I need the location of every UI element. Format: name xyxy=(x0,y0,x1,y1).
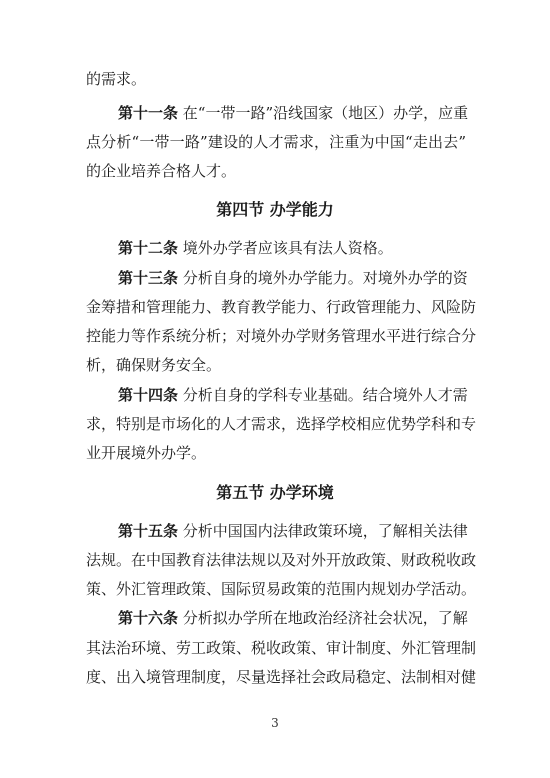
text-line: 业开展境外办学。 xyxy=(86,444,207,462)
article-number: 第十六条 xyxy=(118,609,179,627)
article-12-line: 第十二条 境外办学者应该具有法人资格。 xyxy=(118,239,393,257)
text-line: 析，确保财务安全。 xyxy=(86,356,222,374)
article-16-line: 第十六条 分析拟办学所在地政治经济社会状况，了解 xyxy=(118,609,468,627)
text-line: 的企业培养合格人才。 xyxy=(86,162,237,180)
article-11-line: 第十一条 在“一带一路”沿线国家（地区）办学，应重 xyxy=(118,104,469,122)
article-15-line: 第十五条 分析中国国内法律政策环境，了解相关法律 xyxy=(118,522,468,540)
section-heading: 第五节 办学环境 xyxy=(216,483,334,502)
section-heading: 第四节 办学能力 xyxy=(216,200,334,219)
article-number: 第十四条 xyxy=(118,386,179,404)
text-line: 金筹措和管理能力、教育教学能力、行政管理能力、风险防 xyxy=(86,298,477,316)
article-number: 第十三条 xyxy=(118,269,179,287)
article-number: 第十一条 xyxy=(118,104,179,122)
text-line: 度、出入境管理制度，尽量选择社会政局稳定、法制相对健 xyxy=(86,668,477,686)
article-number: 第十五条 xyxy=(118,522,179,540)
article-13-line: 第十三条 分析自身的境外办学能力。对境外办学的资 xyxy=(118,269,468,287)
text-line: 的需求。 xyxy=(86,70,147,88)
article-number: 第十二条 xyxy=(118,239,179,257)
text-line: 点分析“一带一路”建设的人才需求，注重为中国“走出去” xyxy=(86,133,466,151)
text-line: 控能力等作系统分析；对境外办学财务管理水平进行综合分 xyxy=(86,327,477,345)
text-line: 求，特别是市场化的人才需求，选择学校相应优势学科和专 xyxy=(86,415,477,433)
text-line: 法规。在中国教育法律法规以及对外开放政策、财政税收政 xyxy=(86,551,477,569)
page-number: 3 xyxy=(271,716,279,730)
text-line: 其法治环境、劳工政策、税收政策、审计制度、外汇管理制 xyxy=(86,639,477,657)
article-14-line: 第十四条 分析自身的学科专业基础。结合境外人才需 xyxy=(118,386,468,404)
text-line: 策、外汇管理政策、国际贸易政策的范围内规划办学活动。 xyxy=(86,580,477,598)
